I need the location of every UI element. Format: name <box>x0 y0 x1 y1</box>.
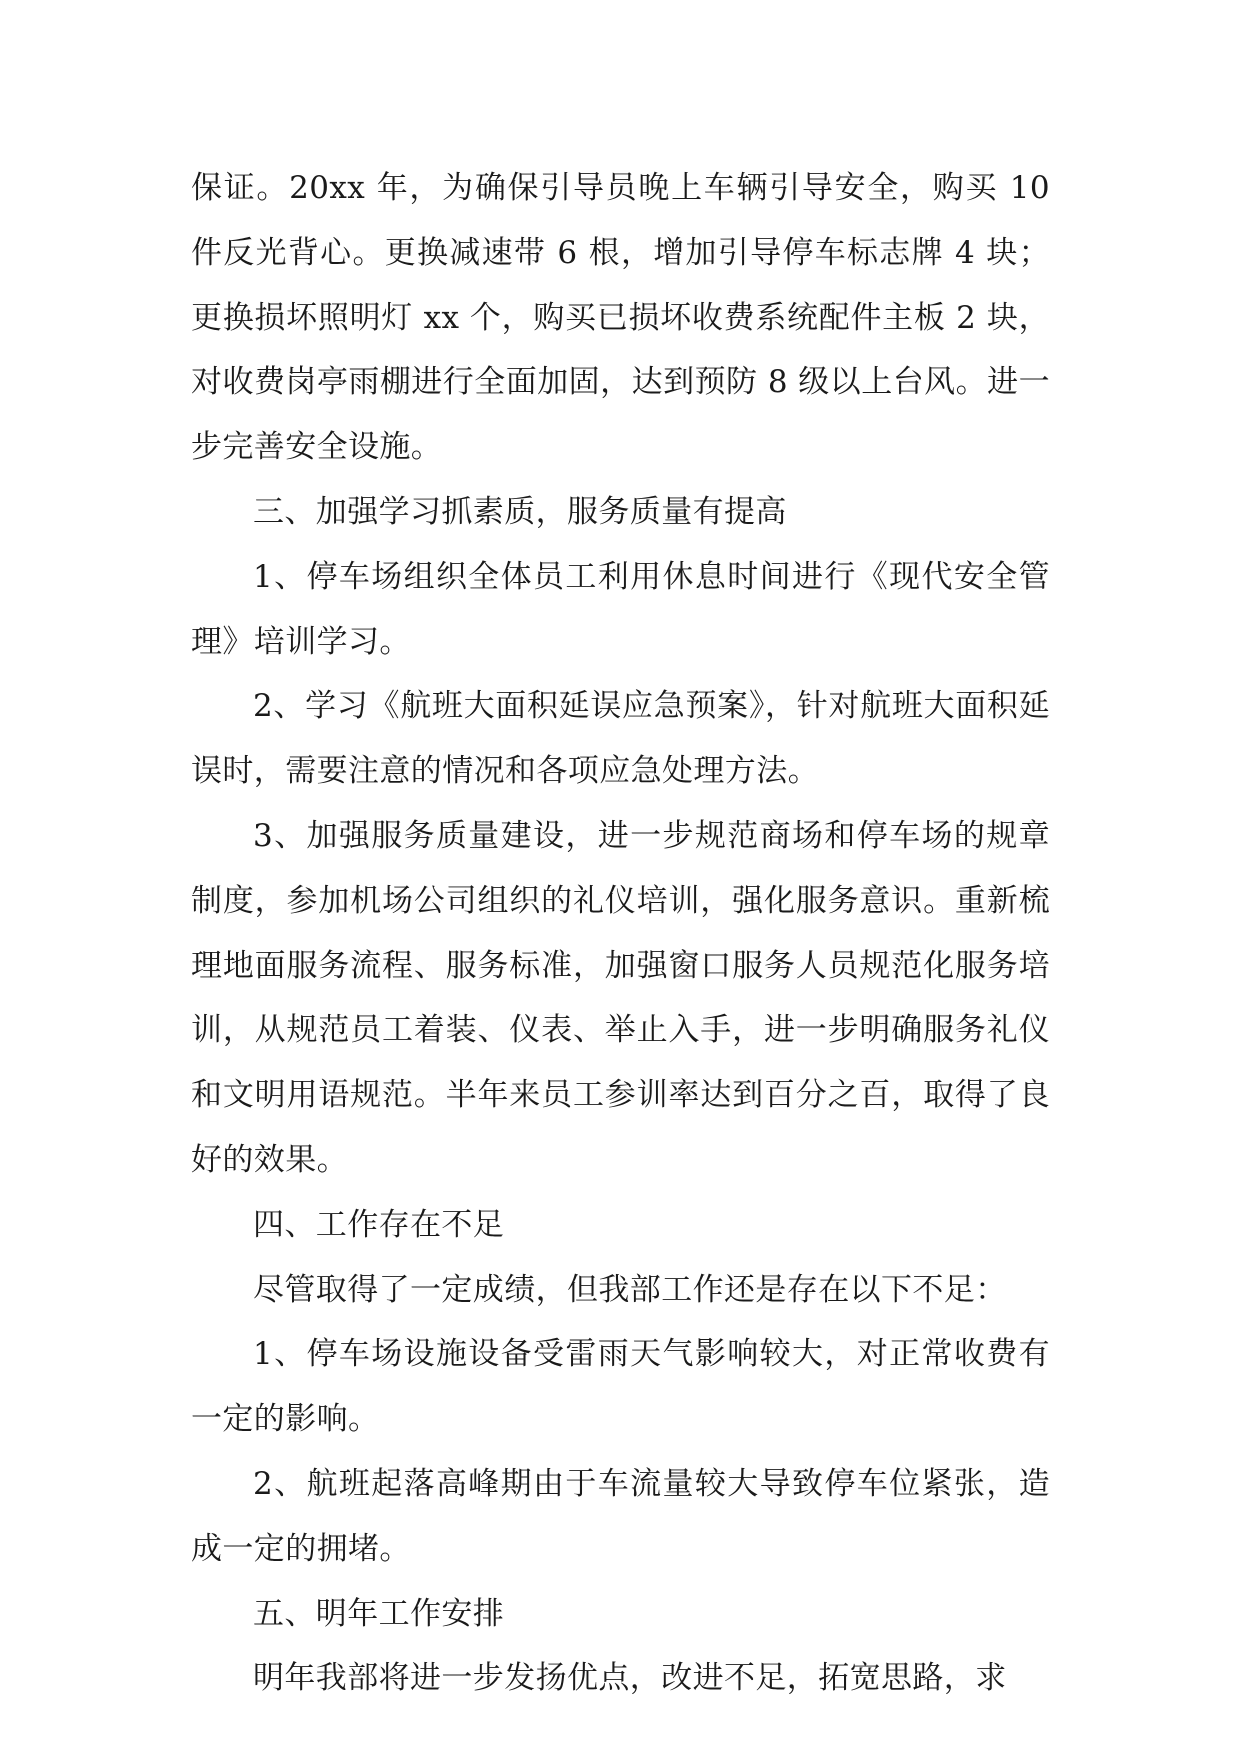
heading-section-four: 四、工作存在不足 <box>253 1206 505 1243</box>
paragraph-item-2-delay-plan: 2、学习《航班大面积延误应急预案》，针对航班大面积延误时，需要注意的情况和各项应急处理方法。 <box>191 688 1050 790</box>
heading-section-three: 三、加强学习抓素质，服务质量有提高 <box>253 493 787 530</box>
paragraph-next-year-plan: 明年我部将进一步发扬优点，改进不足，拓宽思路，求 <box>253 1660 1007 1697</box>
heading-section-five: 五、明年工作安排 <box>253 1595 505 1632</box>
paragraph-shortcoming-1-weather: 1、停车场设施设备受雷雨天气影响较大，对正常收费有一定的影响。 <box>191 1336 1050 1438</box>
paragraph-shortcomings-intro: 尽管取得了一定成绩，但我部工作还是存在以下不足： <box>253 1271 1007 1308</box>
paragraph-shortcoming-2-congestion: 2、航班起落高峰期由于车流量较大导致停车位紧张，造成一定的拥堵。 <box>191 1465 1050 1567</box>
document-body <box>191 156 1050 1711</box>
paragraph-safety-facilities: 保证。20xx 年，为确保引导员晚上车辆引导安全，购买 10 件反光背心。更换减速带 6 根，增加引导停车标志牌 4 块；更换损坏照明灯 xx 个，购买已损坏收费系统配件主板 2 块，对收费岗亭雨棚进行全面加固，达到预防 8 级以上台风。进一步完善安全设施。 <box>191 170 1050 466</box>
paragraph-item-3-service-quality: 3、加强服务质量建设，进一步规范商场和停车场的规章制度，参加机场公司组织的礼仪培训，强化服务意识。重新梳理地面服务流程、服务标准，加强窗口服务人员规范化服务培训，从规范员工着装、仪表、举止入手，进一步明确服务礼仪和文明用语规范。半年来员工参训率达到百分之百，取得了良好的效果。 <box>191 817 1050 1178</box>
paragraph-item-1-safety-training: 1、停车场组织全体员工利用休息时间进行《现代安全管理》培训学习。 <box>191 558 1050 660</box>
